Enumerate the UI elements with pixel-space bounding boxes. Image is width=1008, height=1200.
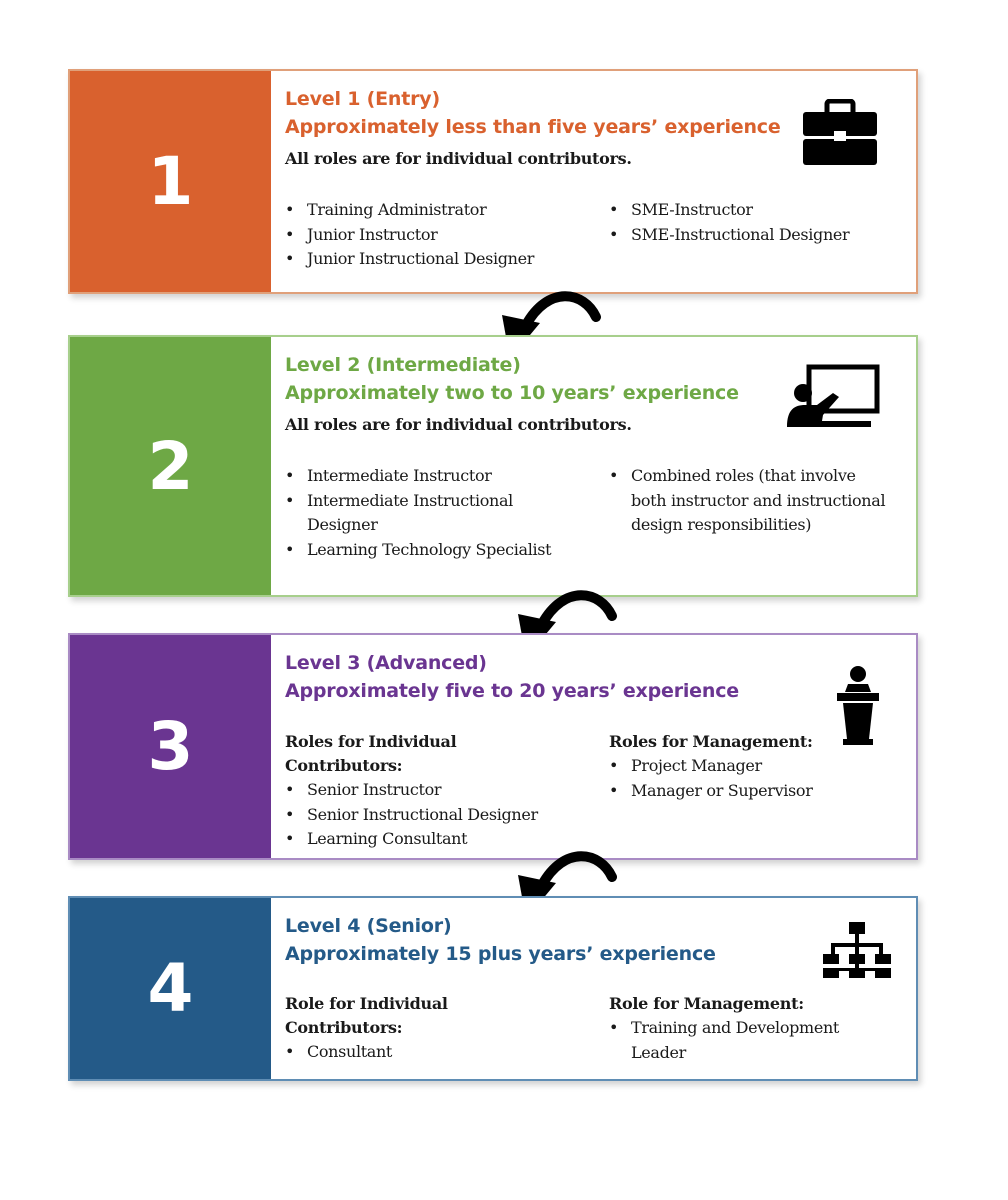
role-column-left xyxy=(285,730,609,852)
level-intro: All roles are for individual contributors. xyxy=(285,149,632,168)
list-item: • Junior Instructor xyxy=(285,223,609,248)
level-experience: Approximately two to 10 years’ experience xyxy=(285,382,739,404)
role-columns xyxy=(285,730,906,852)
role-column-heading: Role for Management: xyxy=(609,994,804,1013)
level-title: Level 3 (Advanced) xyxy=(285,652,487,674)
list-item: • Learning Technology Specialist xyxy=(285,538,555,563)
list-item: • Learning Consultant xyxy=(285,827,609,852)
list-item: • Training and Development Leader xyxy=(609,1016,879,1065)
list-item: • SME-Instructor xyxy=(609,198,906,223)
level-number-panel xyxy=(70,635,271,858)
role-column-right xyxy=(609,730,906,852)
level-number: 4 xyxy=(147,950,194,1027)
presentation-board-icon xyxy=(787,363,881,429)
role-columns xyxy=(285,464,906,562)
level-number: 1 xyxy=(147,143,194,220)
list-item: • Manager or Supervisor xyxy=(609,779,906,804)
role-columns xyxy=(285,992,906,1065)
speaker-podium-icon xyxy=(835,665,881,747)
list-item: • Intermediate Instructor xyxy=(285,464,555,489)
level-title: Level 1 (Entry) xyxy=(285,88,440,110)
level-intro: All roles are for individual contributors. xyxy=(285,415,632,434)
level-number-panel xyxy=(70,71,271,292)
level-content xyxy=(271,337,916,595)
level-number: 2 xyxy=(147,427,194,505)
level-number: 3 xyxy=(147,708,194,785)
list-item: • Combined roles (that involve both instructor and instructional design responsibilities) xyxy=(609,464,894,538)
role-column-left xyxy=(285,464,609,562)
org-chart-icon xyxy=(823,920,891,980)
list-item: • Senior Instructional Designer xyxy=(285,803,609,828)
list-item: • Project Manager xyxy=(609,754,906,779)
role-column-left xyxy=(285,198,609,272)
level-content xyxy=(271,898,916,1079)
level-1-box xyxy=(68,69,918,294)
list-item: • Senior Instructor xyxy=(285,778,609,803)
level-content xyxy=(271,71,916,292)
level-number-panel xyxy=(70,898,271,1079)
role-column-heading: Role for Individual Contributors: xyxy=(285,994,448,1037)
level-title: Level 2 (Intermediate) xyxy=(285,354,521,376)
list-item: • Consultant xyxy=(285,1040,609,1065)
list-item: • Training Administrator xyxy=(285,198,609,223)
role-columns xyxy=(285,198,906,272)
level-2-box xyxy=(68,335,918,597)
role-column-heading: Roles for Individual Contributors: xyxy=(285,732,457,775)
role-column-right xyxy=(609,464,906,562)
briefcase-icon xyxy=(801,99,879,167)
role-column-left xyxy=(285,992,609,1065)
role-column-heading: Roles for Management: xyxy=(609,732,813,751)
role-column-right xyxy=(609,198,906,272)
role-column-right xyxy=(609,992,906,1065)
level-number-panel xyxy=(70,337,271,595)
list-item: • Intermediate Instructional Designer xyxy=(285,489,555,538)
level-4-box xyxy=(68,896,918,1081)
level-3-box xyxy=(68,633,918,860)
list-item: • Junior Instructional Designer xyxy=(285,247,609,272)
level-experience: Approximately 15 plus years’ experience xyxy=(285,943,716,965)
level-experience: Approximately five to 20 years’ experience xyxy=(285,680,739,702)
level-title: Level 4 (Senior) xyxy=(285,915,452,937)
list-item: • SME-Instructional Designer xyxy=(609,223,906,248)
level-experience: Approximately less than five years’ experience xyxy=(285,116,781,138)
level-content xyxy=(271,635,916,858)
